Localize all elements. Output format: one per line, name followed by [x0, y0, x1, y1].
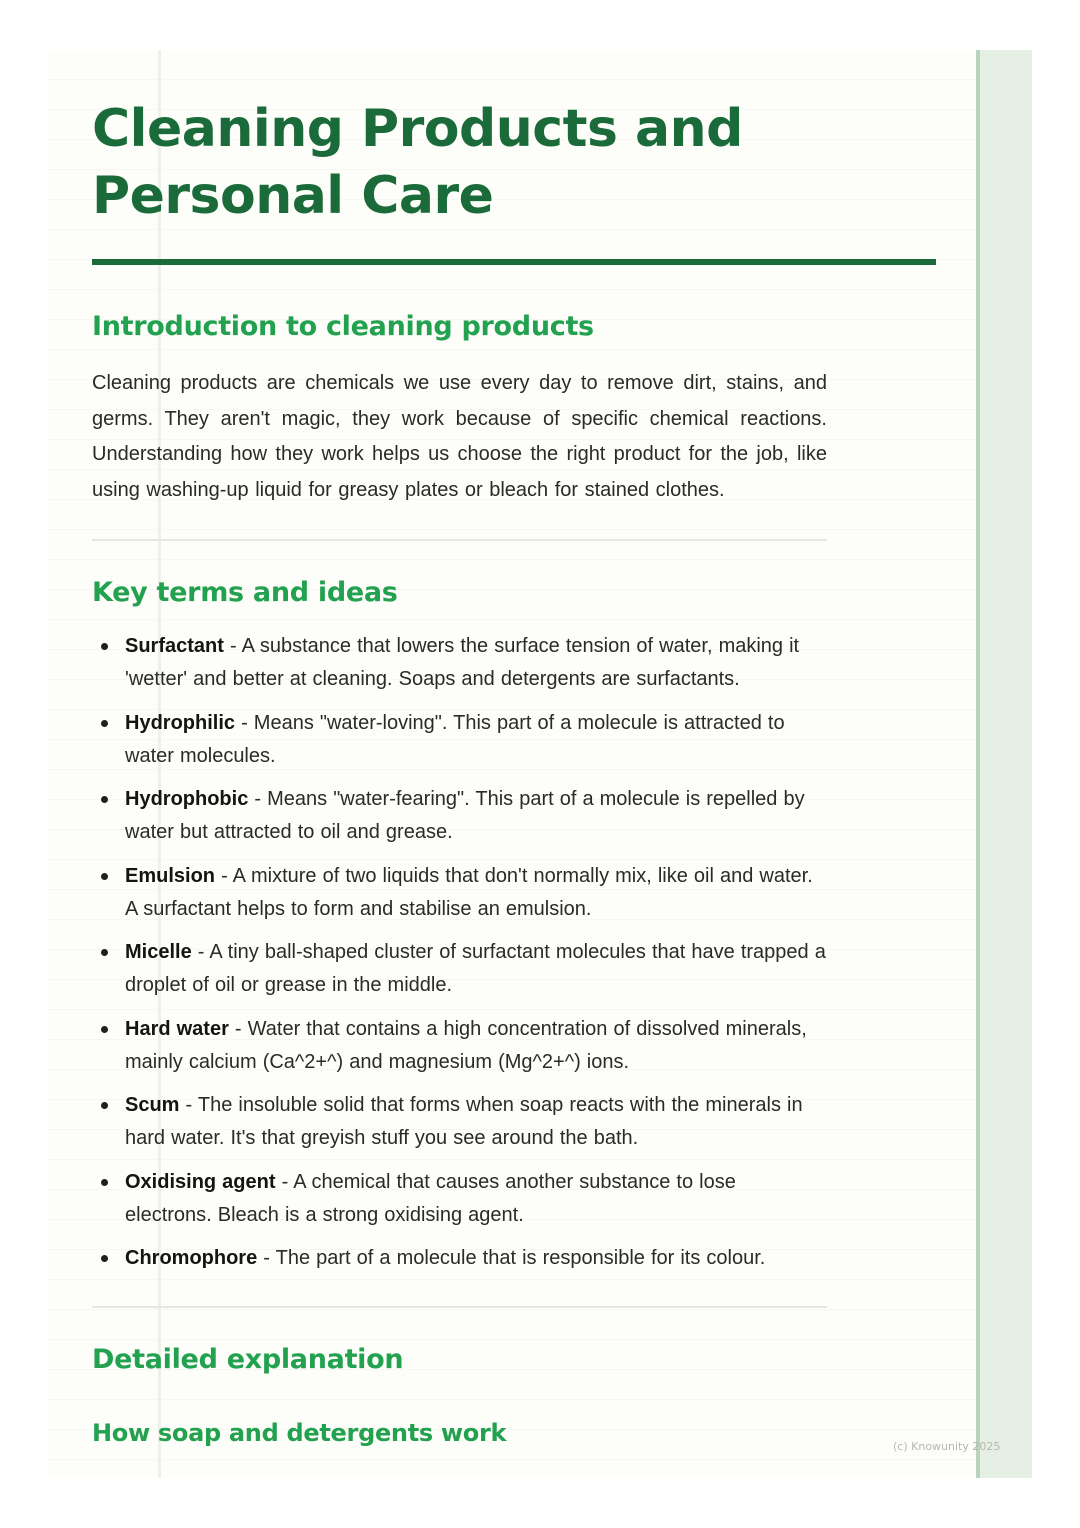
side-strip [976, 50, 1032, 1478]
term-label: Hydrophilic [125, 711, 236, 734]
document-page [48, 50, 1032, 1478]
list-item [92, 1242, 827, 1275]
list-item [92, 1089, 827, 1155]
term-label: Oxidising agent [125, 1170, 276, 1193]
key-terms-list [92, 630, 827, 1275]
term-definition: - Means "water-loving". This part of a molecule is attracted to water molecules. [125, 711, 785, 767]
bullet-icon [101, 1102, 108, 1109]
list-item [92, 1013, 827, 1079]
bullet-icon [101, 643, 108, 650]
section-introduction [92, 310, 827, 1448]
term-label: Micelle [125, 941, 192, 963]
title-underline [92, 259, 936, 265]
bullet-icon [101, 1026, 108, 1033]
key-terms-heading: Key terms and ideas [92, 577, 398, 608]
list-item [92, 783, 827, 849]
bullet-icon [101, 796, 108, 803]
list-item [92, 936, 827, 1002]
list-item [92, 707, 827, 773]
page-title-line-1: Cleaning Products and [92, 99, 743, 159]
term-definition: - A tiny ball-shaped cluster of surfactant molecules that have trapped a droplet of oil or grease in the middle. [125, 941, 826, 996]
intro-paragraph: Cleaning products are chemicals we use every day to remove dirt, stains, and germs. They aren't magic, they work because of specific chemical reactions. Understanding how they work helps us choose the right product for the job, like using washing-up liquid for greasy plates or bleach for stained clothes. [92, 372, 827, 501]
bullet-icon [101, 1179, 108, 1186]
term-definition: - Water that contains a high concentration of dissolved minerals, mainly calcium (Ca^2+^) and magnesium (Mg^2+^) ions. [125, 1017, 807, 1073]
term-definition: - A substance that lowers the surface tension of water, making it 'wetter' and better at cleaning. Soaps and detergents are surfactants. [125, 635, 800, 690]
list-item [92, 860, 827, 926]
term-label: Hard water [125, 1017, 229, 1040]
intro-heading: Introduction to cleaning products [92, 311, 594, 342]
term-definition: - A chemical that causes another substance to lose electrons. Bleach is a strong oxidising agent. [125, 1170, 736, 1226]
copyright-footer: (c) Knowunity 2025 [893, 1440, 1001, 1453]
section-divider [92, 1306, 827, 1308]
term-definition: - Means "water-fearing". This part of a molecule is repelled by water but attracted to oil and grease. [125, 788, 805, 843]
bullet-icon [101, 949, 108, 956]
section-divider [92, 539, 827, 541]
bullet-icon [101, 873, 108, 880]
term-definition: - The insoluble solid that forms when soap reacts with the minerals in hard water. It's that greyish stuff you see around the bath. [125, 1094, 803, 1149]
bullet-icon [101, 1255, 108, 1262]
page-title-line-2: Personal Care [92, 166, 494, 226]
bullet-icon [101, 720, 108, 727]
list-item [92, 1166, 827, 1232]
term-definition: - The part of a molecule that is responsible for its colour. [257, 1247, 766, 1269]
term-label: Emulsion [125, 864, 216, 887]
term-definition: - A mixture of two liquids that don't normally mix, like oil and water. A surfactant helps to form and stabilise an emulsion. [125, 864, 813, 920]
detailed-heading: Detailed explanation [92, 1344, 404, 1375]
term-label: Surfactant [125, 635, 224, 657]
term-label: Hydrophobic [125, 788, 249, 810]
list-item [92, 630, 827, 696]
page-content [92, 96, 936, 1448]
page-title [92, 96, 936, 230]
soap-subheading: How soap and detergents work [92, 1419, 507, 1447]
term-label: Scum [125, 1094, 180, 1116]
term-label: Chromophore [125, 1247, 258, 1269]
